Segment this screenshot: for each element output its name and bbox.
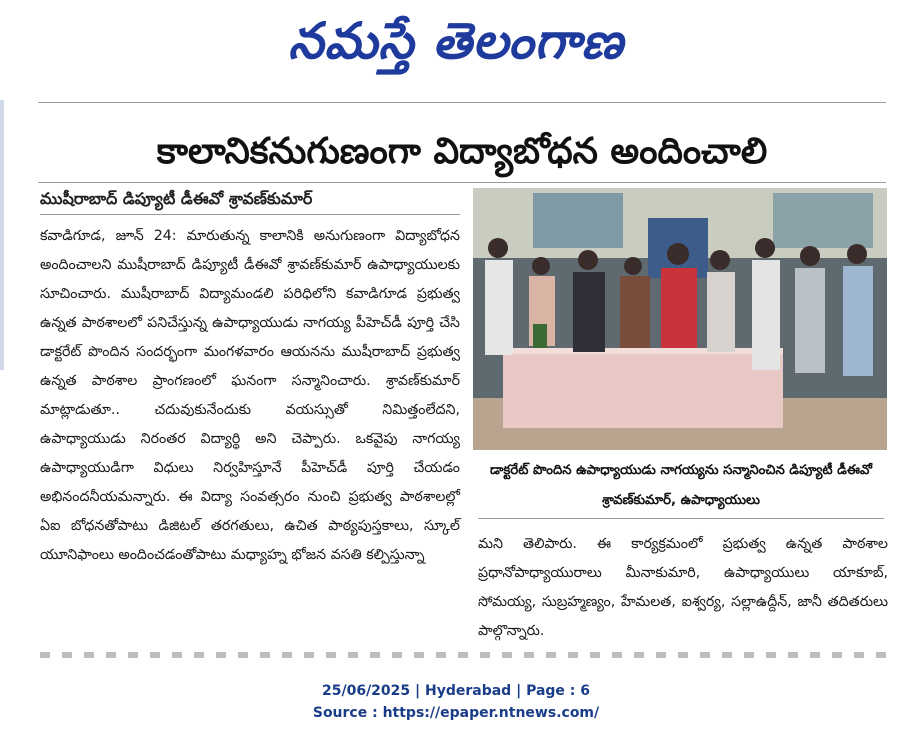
masthead-divider	[38, 102, 886, 103]
photo-illustration	[473, 188, 887, 450]
article-headline: కాలానికనుగుణంగా విద్యాబోధన అందించాలి	[156, 131, 768, 172]
article-body-text-right: మని తెలిపారు. ఈ కార్యక్రమంలో ప్రభుత్వ ఉన్నత పాఠశాల ప్రధానోపాధ్యాయురాలు మీనాకుమారి, ఉపాధ్యాయులు యాకూబ్, సోమయ్య, సుబ్రహ్మణ్యం, హేమలత, ఐశ్వర్య, సల్లాఉద్దీన్, జానీ తదితరులు పాల్గొన్నారు.	[478, 536, 888, 639]
photo-caption: డాక్టరేట్ పొందిన ఉపాధ్యాయుడు నాగయ్యను సన్మానించిన డిప్యూటీ డీఈవో శ్రావణ్‌కుమార్, ఉపాధ్యాయులు	[490, 463, 872, 508]
article-body-left-column	[40, 222, 460, 570]
source-footer	[0, 680, 912, 724]
page-cut-edge	[40, 652, 888, 658]
newspaper-masthead: నమస్తే తెలంగాణ	[288, 12, 624, 70]
article-body-right-column	[478, 530, 888, 646]
article-subheadline: ముషీరాబాద్ డిప్యూటీ డీఈవో శ్రావణ్‌కుమార్	[40, 189, 313, 208]
article-body-text-left: కవాడిగూడ, జూన్ 24: మారుతున్న కాలానికి అనుగుణంగా విద్యాబోధన అందించాలని ముషీరాబాద్ డిప్యూటీ డీఈవో శ్రావణ్‌కుమార్ ఉపాధ్యాయులకు సూచించారు. ముషీరాబాద్ విద్యామండలి పరిధిలోని కవాడిగూడ ప్రభుత్వ ఉన్నత పాఠశాలలో పనిచేస్తున్న ఉపాధ్యాయుడు నాగయ్య పీహెచ్‌డీ పూర్తి చేసి డాక్టరేట్ పొందిన సందర్భంగా మంగళవారం ఆయనను ముషీరాబాద్ ప్రభుత్వ ఉన్నత పాఠశాల ప్రాంగణంలో ఘనంగా సన్మానించారు. శ్రావణ్‌కుమార్ మాట్లాడుతూ.. చదువుకునేందుకు వయస్సుతో నిమిత్తంలేదని, ఉపాధ్యాయుడు నిరంతర విద్యార్థి అని చెప్పారు. ఒకవైపు నాగయ్య ఉపాధ్యాయుడిగా విధులు నిర్వహిస్తూనే పీహెచ్‌డీ పూర్తి చేయడం అభినందనీయమన్నారు. ఈ విద్యా సంవత్సరం నుంచి ప్రభుత్వ పాఠశాలల్లో ఏఐ బోధనతోపాటు డిజిటల్ తరగతులు, ఉచిత పాఠ్యపుస్తకాలు, స్కూల్ యూనిఫాంలు అందించడంతోపాటు మధ్యాహ్న భోజన వసతి కల్పిస్తున్నా	[40, 228, 460, 563]
headline-divider	[38, 182, 886, 183]
subheadline-divider	[40, 214, 460, 215]
page-edge-strip	[0, 100, 4, 370]
date-city-page-line: 25/06/2025 | Hyderabad | Page : 6	[321, 683, 591, 699]
caption-divider	[478, 518, 884, 519]
news-photo-felicitation	[473, 188, 887, 450]
source-url-line: Source : https://epaper.ntnews.com/	[312, 705, 600, 721]
